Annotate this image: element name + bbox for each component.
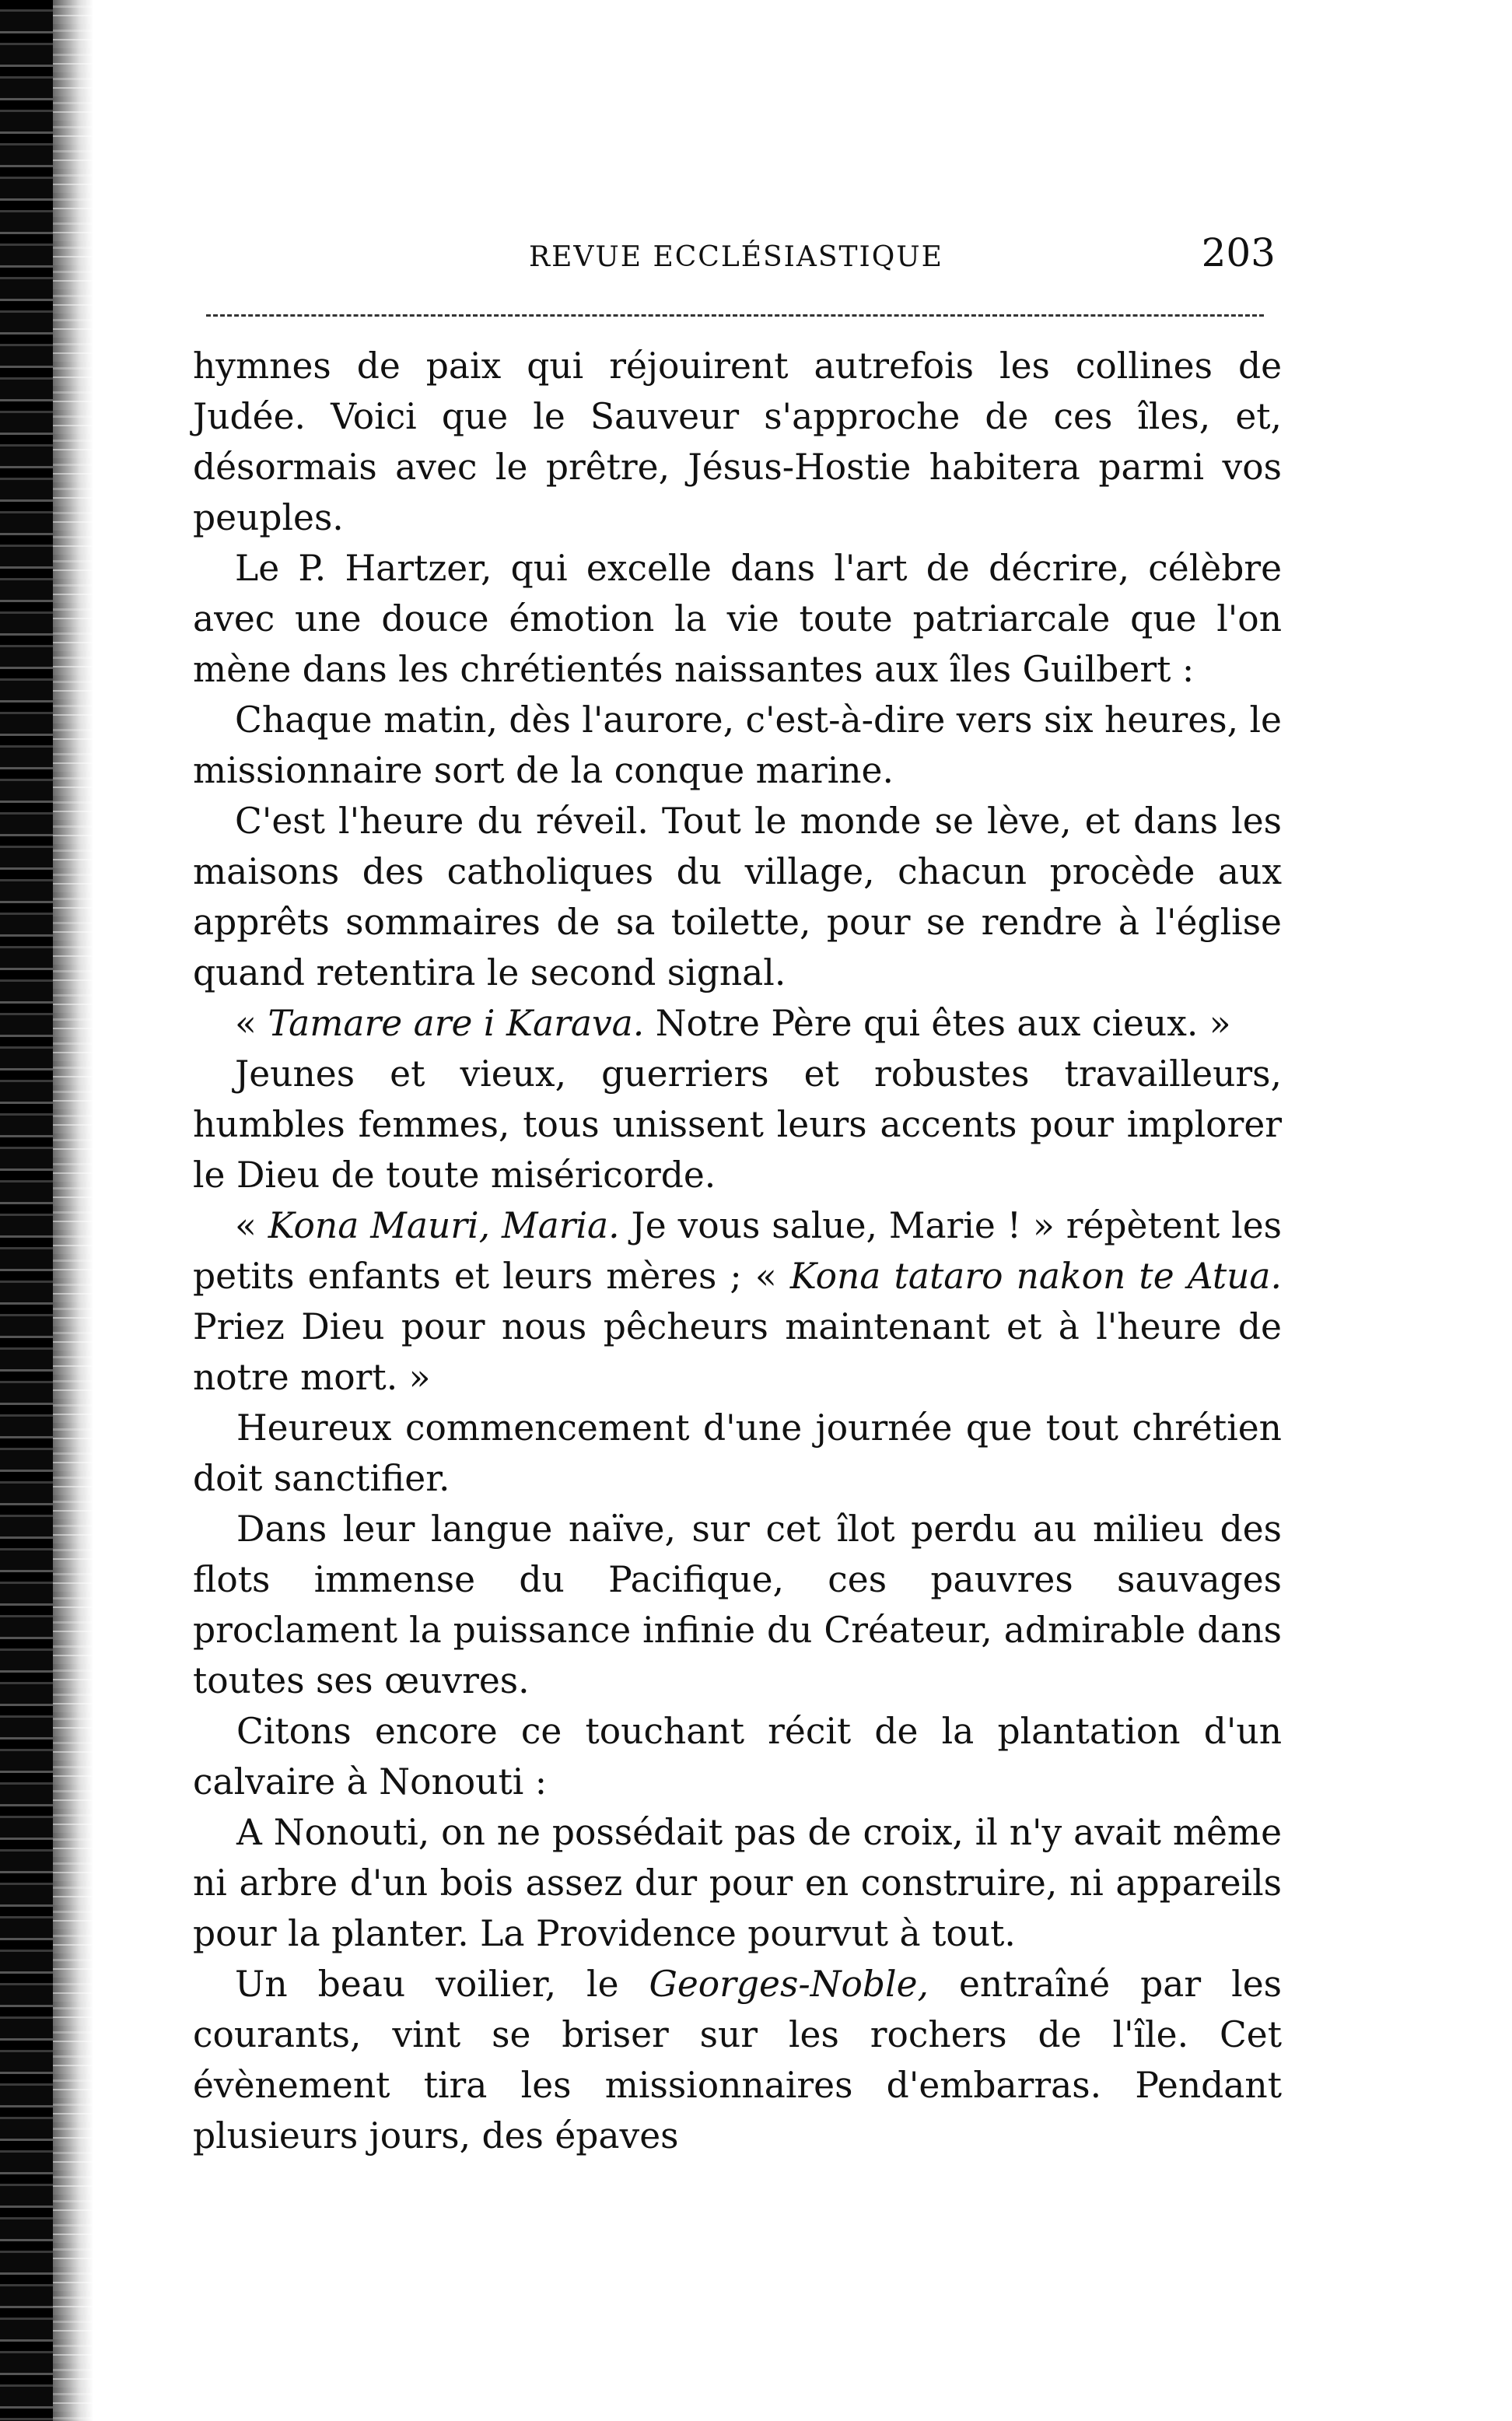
running-title: REVUE ECCLÉSIASTIQUE bbox=[529, 241, 943, 273]
paragraph-text: Jeunes et vieux, guerriers et robustes travailleurs, humbles femmes, tous unissent leurs accents pour implorer le Dieu de toute miséricorde. bbox=[193, 1053, 1282, 1196]
header-rule bbox=[206, 314, 1264, 317]
paragraph bbox=[193, 341, 1282, 543]
paragraph-text: Le P. Hartzer, qui excelle dans l'art de décrire, célèbre avec une douce émotion la vie toute patriarcale que l'on mène dans les chrétientés naissantes aux îles Guilbert : bbox=[193, 548, 1282, 690]
paragraph-text: Je vous salue, Marie ! » répètent les petits enfants et leurs mères ; « bbox=[193, 1205, 1282, 1297]
italic-text: Kona tataro nakon te Atua. bbox=[789, 1256, 1282, 1297]
paragraph-text: Dans leur langue naïve, sur cet îlot perdu au milieu des flots immense du Pacifique, ces pauvres sauvages proclament la puissance infinie du Créateur, admirable dans toutes ses œuvres. bbox=[193, 1508, 1282, 1701]
paragraph-text: Citons encore ce touchant récit de la plantation d'un calvaire à Nonouti : bbox=[193, 1711, 1282, 1803]
paragraph-text: Heureux commencement d'une journée que tout chrétien doit sanctifier. bbox=[193, 1407, 1282, 1499]
paragraph bbox=[193, 695, 1282, 796]
paragraph-text: hymnes de paix qui réjouirent autrefois les collines de Judée. Voici que le Sauveur s'approche de ces îles, et, désormais avec le prêtre, Jésus-Hostie habitera parmi vos peuples. bbox=[193, 345, 1282, 538]
body-text bbox=[193, 341, 1282, 2161]
paragraph-text: C'est l'heure du réveil. Tout le monde se lève, et dans les maisons des catholiques du village, chacun procède aux apprêts sommaires de sa toilette, pour se rendre à l'église quand retentira le second signal. bbox=[193, 801, 1282, 993]
scan-binding-shadow bbox=[0, 0, 53, 2421]
paragraph-text: Chaque matin, dès l'aurore, c'est-à-dire vers six heures, le missionnaire sort de la conque marine. bbox=[193, 699, 1282, 791]
paragraph-text: « bbox=[235, 1003, 268, 1044]
paragraph-text: Priez Dieu pour nous pêcheurs maintenant et à l'heure de notre mort. » bbox=[193, 1306, 1282, 1398]
page-number: 203 bbox=[1201, 230, 1276, 275]
paragraph bbox=[193, 1403, 1282, 1504]
paragraph bbox=[193, 1959, 1282, 2161]
italic-text: Tamare are i Karava. bbox=[268, 1003, 645, 1044]
paragraph bbox=[193, 1706, 1282, 1807]
italic-text: Georges-Noble, bbox=[649, 1964, 929, 2005]
paragraph-text: « bbox=[235, 1205, 268, 1246]
page-header bbox=[187, 230, 1276, 293]
paragraph-text: Notre Père qui êtes aux cieux. » bbox=[644, 1003, 1231, 1044]
italic-text: Kona Mauri, Maria. bbox=[268, 1205, 620, 1246]
paragraph bbox=[193, 1807, 1282, 1959]
paragraph bbox=[193, 1504, 1282, 1706]
paragraph bbox=[193, 1049, 1282, 1200]
paragraph bbox=[193, 796, 1282, 998]
paragraph-text: Un beau voilier, le bbox=[235, 1964, 649, 2005]
paragraph bbox=[193, 998, 1282, 1049]
paragraph bbox=[193, 1200, 1282, 1403]
paragraph-text: entraîné par les courants, vint se briser sur les rochers de l'île. Cet évènement tira les missionnaires d'embarras. Pendant plusieurs jours, des épaves bbox=[193, 1964, 1282, 2156]
paragraph-text: A Nonouti, on ne possédait pas de croix, il n'y avait même ni arbre d'un bois assez dur pour en construire, ni appareils pour la planter. La Providence pourvut à tout. bbox=[193, 1812, 1282, 1954]
paragraph bbox=[193, 543, 1282, 695]
